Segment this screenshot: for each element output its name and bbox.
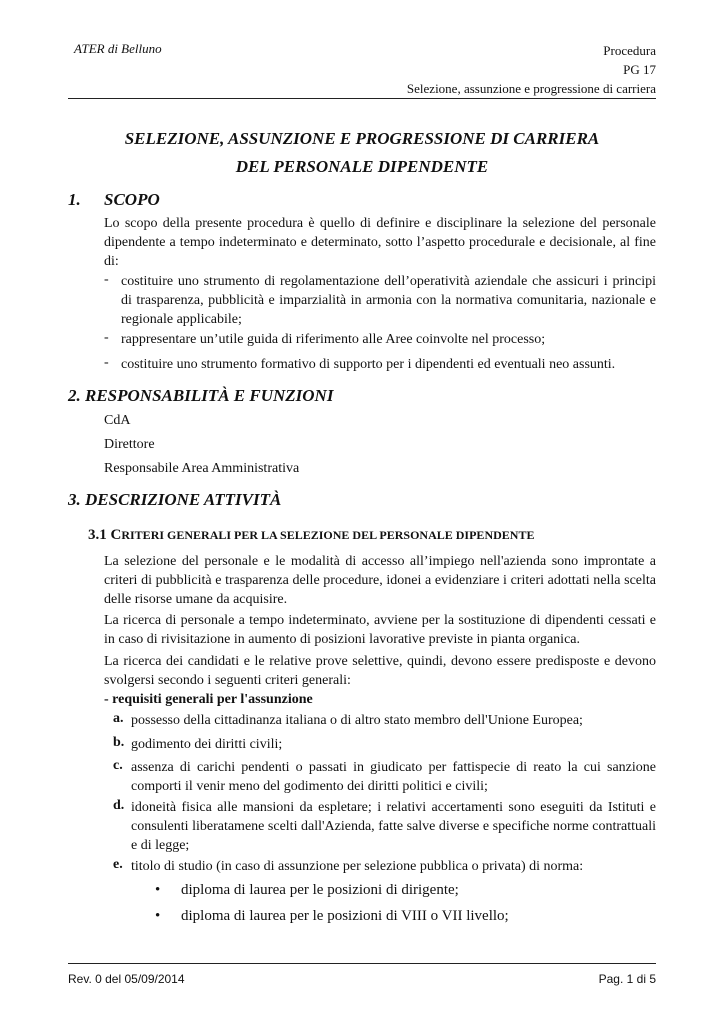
requirement-letter-d: d. xyxy=(113,798,125,813)
footer-revision: Rev. 0 del 05/09/2014 xyxy=(68,972,185,986)
role-direttore: Direttore xyxy=(104,437,155,452)
header-code: PG 17 xyxy=(623,62,656,77)
requirement-b: godimento dei diritti civili; xyxy=(131,737,283,752)
header-divider xyxy=(68,98,656,99)
section-3-paragraph-2: La ricerca di personale a tempo indeterminato, avviene per la sostituzione di dipendenti cessati e in caso di rivisitazione in aumento di posizioni lavorative previste in pianta organica. xyxy=(104,613,656,647)
header-subject: Selezione, assunzione e progressione di carriera xyxy=(406,81,656,96)
requirement-a: possesso della cittadinanza italiana o di altro stato membro dell'Unione Europea; xyxy=(131,713,583,728)
title-line-2: DEL PERSONALE DIPENDENTE xyxy=(235,157,489,176)
requirement-d: idoneità fisica alle mansioni da espletare; i relativi accertamenti sono eseguiti da Istituti e consulenti liberatamene scelti dall'Azienda, fatte salve diverse e specifiche norme contrattuali e di legge; xyxy=(131,800,656,853)
degree-bullet-2: diploma di laurea per le posizioni di VIII o VII livello; xyxy=(181,908,509,924)
requirement-letter-c: c. xyxy=(113,758,123,773)
section-3-paragraph-1: La selezione del personale e le modalità di accesso all’impiego nell'azienda sono improntate a criteri di pubblicità e trasparenza delle procedure, idonei a evidenziare i criteri adottati nella scelta delle risorse umane da acquisire. xyxy=(104,554,656,607)
requirement-c: assenza di carichi pendenti o passati in giudicato per fattispecie di reato la cui sanzione comporti il venir meno del godimento dei diritti politici e civili; xyxy=(131,760,656,794)
footer-divider xyxy=(68,963,656,964)
requirement-letter-a: a. xyxy=(113,711,124,726)
section-1-intro: Lo scopo della presente procedura è quello di definire e disciplinare la selezione del personale dipendente a tempo indeterminato e determinato, sotto l’aspetto procedurale e decisionale, al fine di: xyxy=(104,216,656,269)
role-cda: CdA xyxy=(104,413,131,428)
degree-bullet-1: diploma di laurea per le posizioni di dirigente; xyxy=(181,882,459,898)
requirement-letter-b: b. xyxy=(113,735,125,750)
bullet-dash: - xyxy=(104,330,109,345)
requirements-label: - requisiti generali per l'assunzione xyxy=(104,692,313,707)
subsection-3-1-title-rest: RITERI GENERALI PER LA SELEZIONE DEL PERSONALE DIPENDENTE xyxy=(121,528,535,542)
footer-page-number: Pag. 1 di 5 xyxy=(598,972,656,986)
section-1-number: 1. xyxy=(68,190,81,209)
scope-bullet-3: costituire uno strumento formativo di supporto per i dipendenti ed eventuali neo assunti. xyxy=(121,357,616,372)
subsection-3-1-number: 3.1 C xyxy=(88,527,122,543)
scope-bullet-2: rappresentare un’utile guida di riferimento alle Aree coinvolte nel processo; xyxy=(121,332,546,347)
requirement-e: titolo di studio (in caso di assunzione per selezione pubblica o privata) di norma: xyxy=(131,859,584,874)
subsection-3-1-title xyxy=(88,527,534,544)
bullet-dot: • xyxy=(155,882,161,898)
scope-bullet-1: costituire uno strumento di regolamentazione dell’operatività aziendale che assicuri i principi di trasparenza, pubblicità e imparzialità in armonia con la normativa comunitaria, nazionale e regionale applicabile; xyxy=(121,274,656,327)
section-3-heading: 3. DESCRIZIONE ATTIVITÀ xyxy=(68,490,282,509)
requirement-letter-e: e. xyxy=(113,857,123,872)
section-3-paragraph-3: La ricerca dei candidati e le relative prove selettive, quindi, devono essere predisposte e devono svolgersi secondo i seguenti criteri generali: xyxy=(104,654,656,688)
section-2-heading: 2. RESPONSABILITÀ E FUNZIONI xyxy=(68,386,334,405)
bullet-dot: • xyxy=(155,908,161,924)
title-line-1: SELEZIONE, ASSUNZIONE E PROGRESSIONE DI CARRIERA xyxy=(124,129,600,148)
role-responsabile: Responsabile Area Amministrativa xyxy=(104,461,300,476)
section-1-heading: SCOPO xyxy=(104,190,160,209)
header-doc-type: Procedura xyxy=(603,43,656,58)
header-org: ATER di Belluno xyxy=(74,41,162,56)
document-title xyxy=(68,125,656,181)
bullet-dash: - xyxy=(104,355,109,370)
bullet-dash: - xyxy=(104,272,109,287)
